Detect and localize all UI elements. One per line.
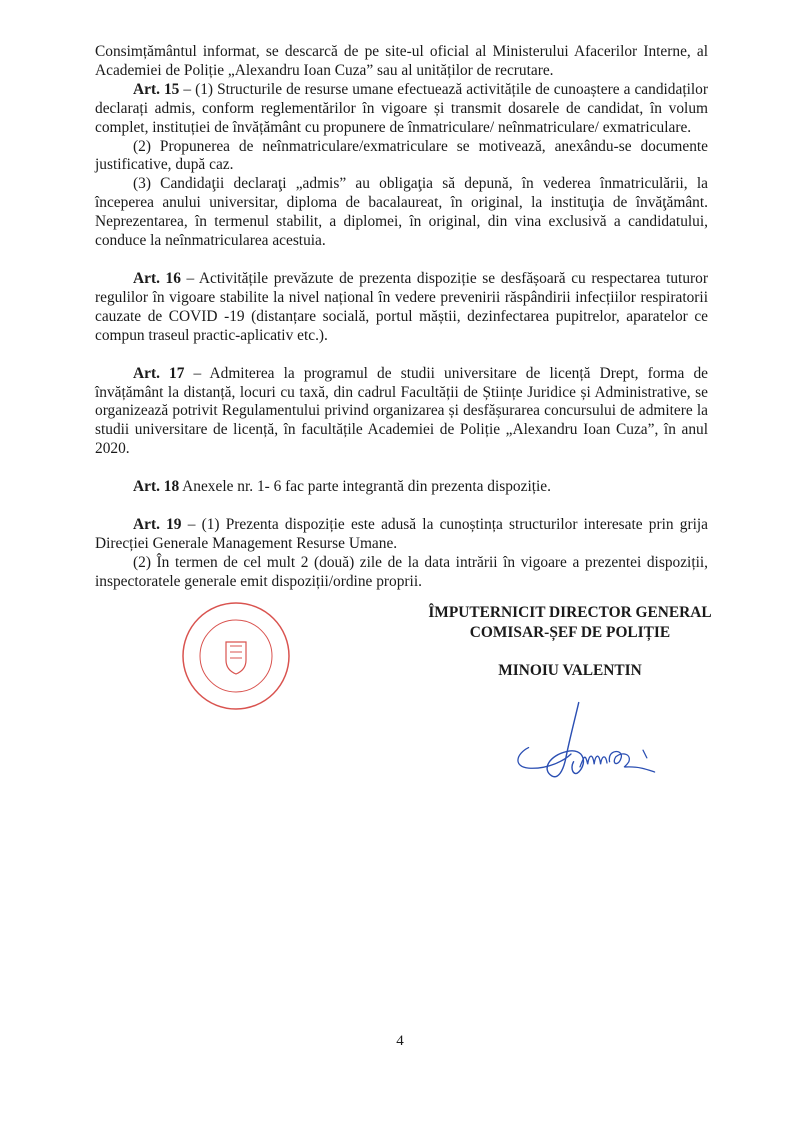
article-label: Art. 17: [133, 364, 185, 382]
stamp-graphic: [180, 600, 292, 712]
paragraph-text: – Admiterea la programul de studii universitare de licență Drept, forma de învățământ la distanță, locuri cu taxă, din cadrul Facultății de Științe Juridice și Administrative, se organizează potrivit Regulamentului privind organizarea și desfășurarea concursului de admitere la studii universitare de licență, în facultățile Academiei de Poliție „Alexandru Ioan Cuza”, în anul 2020.: [95, 364, 708, 458]
paragraph-art-16: [95, 270, 708, 346]
article-label: Art. 18: [133, 478, 180, 496]
paragraph-art-15: [95, 81, 708, 138]
page-number: 4: [396, 1033, 404, 1049]
paragraph-art-15-3: [95, 175, 708, 251]
official-stamp: [180, 600, 310, 730]
signatory-rank: COMISAR-ȘEF DE POLIȚIE: [469, 624, 671, 641]
paragraph-text: (3) Candidaţii declaraţi „admis” au obligaţia să depună, în vederea înmatriculării, la începerea anului universitar, diploma de bacalaureat, în original, la instituţia de învăţământ. Neprezentarea, în termenul stabilit, a diplomei, în original, din vina exclusivă a candidatului, conduce la neînmatricularea acestuia.: [95, 175, 708, 250]
signatory-name: MINOIU VALENTIN: [498, 662, 642, 679]
article-label: Art. 15: [133, 80, 180, 98]
paragraph-text: – Activitățile prevăzute de prezenta dispoziție se desfășoară cu respectarea tuturor regulilor în vigoare stabilite la nivel național în vedere prevenirii răspândirii infecțiilor respiratorii cauzate de COVID -19 (distanțare socială, portul măștii, dezinfectarea pupitrelor, aparatelor ce compun traseul practic-aplicativ etc.).: [95, 269, 708, 344]
paragraph-art-19-2: [95, 554, 708, 592]
paragraph-art-17: [95, 365, 708, 460]
article-label: Art. 16: [133, 269, 181, 287]
handwritten-signature: [480, 700, 680, 790]
paragraph-text: (2) Propunerea de neînmatriculare/exmatriculare se motivează, anexându-se documente justificative, după caz.: [95, 137, 708, 174]
paragraph-consimtamant: [95, 43, 708, 81]
paragraph-art-18: [95, 478, 708, 497]
paragraph-text: – (1) Prezenta dispoziție este adusă la cunoștința structurilor interesate prin grija Direcției Generale Management Resurse Umane.: [95, 516, 708, 552]
paragraph-text: – (1) Structurile de resurse umane efectuează activitățile de cunoaștere a candidaților declarați admis, conform reglementărilor în vigoare și transmit dosarele de candidat, în volum complet, instituției de învățământ cu propunere de înmatriculare/ neînmatriculare/ exmatriculare.: [95, 80, 708, 136]
signature-block: [420, 603, 720, 681]
paragraph-text: Consimțământul informat, se descarcă de pe site-ul oficial al Ministerului Afacerilor Interne, al Academiei de Poliție „Alexandru Ioan Cuza” sau al unităților de recrutare.: [95, 43, 708, 79]
paragraph-art-19: [95, 516, 708, 554]
paragraph-art-15-2: [95, 138, 708, 176]
paragraph-text: Anexele nr. 1- 6 fac parte integrantă din prezenta dispoziție.: [179, 478, 551, 496]
signatory-title: ÎMPUTERNICIT DIRECTOR GENERAL: [428, 604, 712, 621]
article-label: Art. 19: [133, 516, 182, 534]
document-body: [95, 43, 708, 592]
paragraph-text: (2) În termen de cel mult 2 (două) zile de la data intrării în vigoare a prezentei dispoziții, inspectoratele generale emit dispoziții/ordine proprii.: [95, 553, 708, 590]
